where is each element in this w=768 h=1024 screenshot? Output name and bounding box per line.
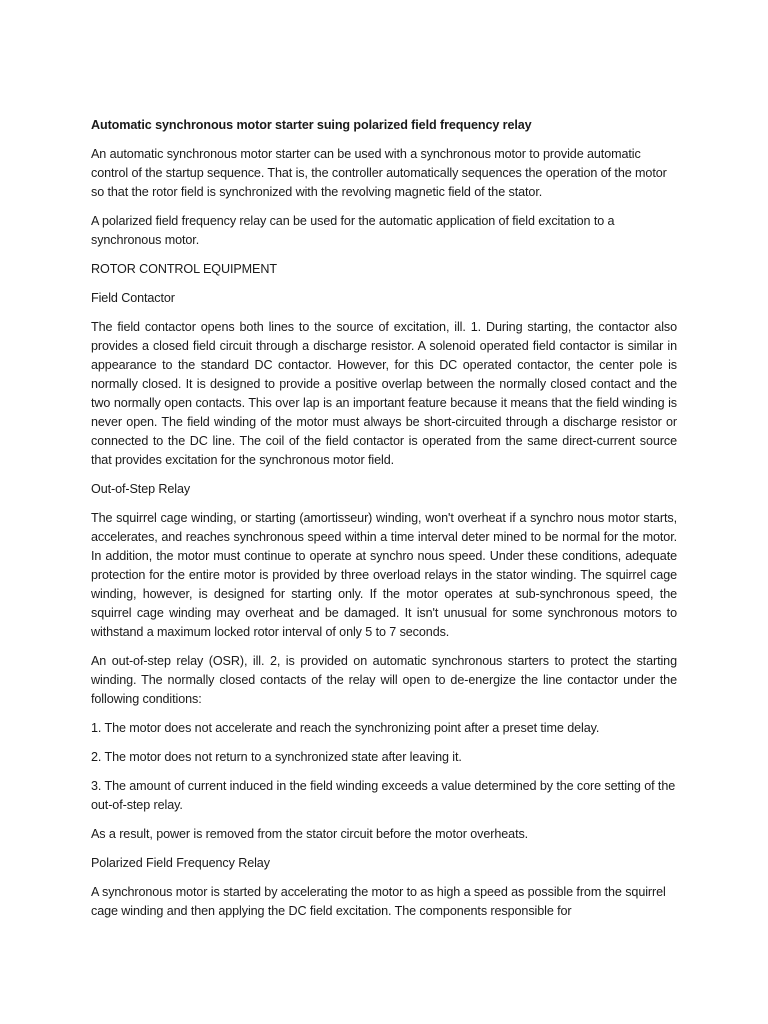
polarized-relay-paragraph: A synchronous motor is started by accelerating the motor to as high a speed as possible from the squirrel cage winding and then applying the DC field excitation. The components responsible for [91,885,666,918]
intro-paragraph-1: An automatic synchronous motor starter can be used with a synchronous motor to provide automatic control of the startup sequence. That is, the controller automatically sequences the operation of the motor so that the rotor field is synchronized with the revolving magnetic field of the stator. [91,147,667,199]
out-of-step-result: As a result, power is removed from the stator circuit before the motor overheats. [91,827,529,841]
document-title: Automatic synchronous motor starter suing polarized field frequency relay [91,118,532,132]
section-heading-rotor-control: ROTOR CONTROL EQUIPMENT [91,262,277,276]
out-of-step-paragraph-2: An out-of-step relay (OSR), ill. 2, is provided on automatic synchronous starters to protect the starting winding. The normally closed contacts of the relay will open to de-energize the line contactor under the following conditions: [91,654,677,706]
list-item: 1. The motor does not accelerate and reach the synchronizing point after a preset time delay. [91,721,600,735]
field-contactor-heading: Field Contactor [91,291,175,305]
field-contactor-paragraph: The field contactor opens both lines to the source of excitation, ill. 1. During starting, the contactor also provides a closed field circuit through a discharge resistor. A solenoid operated field contactor is similar in appearance to the standard DC contactor. However, for this DC operated contactor, the center pole is normally closed. It is designed to provide a positive overlap between the normally closed contact and the two normally open contacts. This over lap is an important feature because it means that the field winding is never open. The field winding of the motor must always be short-circuited through a discharge resistor or connected to the DC line. The coil of the field contactor is operated from the same direct-current source that provides excitation for the synchronous motor field. [91,320,677,467]
list-item: 2. The motor does not return to a synchronized state after leaving it. [91,750,462,764]
out-of-step-paragraph-1: The squirrel cage winding, or starting (amortisseur) winding, won't overheat if a synchro nous motor starts, accelerates, and reaches synchronous speed within a time interval deter mined to be normal for the motor. In addition, the motor must continue to operate at synchro nous speed. Under these conditions, adequate protection for the entire motor is provided by three overload relays in the stator winding. The squirrel cage winding, however, is designed for starting only. If the motor operates at sub-synchronous speed, the squirrel cage winding may overheat and be damaged. It isn't unusual for some synchronous motors to withstand a maximum locked rotor interval of only 5 to 7 seconds. [91,511,677,639]
polarized-relay-heading: Polarized Field Frequency Relay [91,856,270,870]
intro-paragraph-2: A polarized field frequency relay can be used for the automatic application of field excitation to a synchronous motor. [91,214,615,247]
list-item: 3. The amount of current induced in the field winding exceeds a value determined by the core setting of the out-of-step relay. [91,779,676,812]
document-page [91,116,677,931]
out-of-step-heading: Out-of-Step Relay [91,482,191,496]
